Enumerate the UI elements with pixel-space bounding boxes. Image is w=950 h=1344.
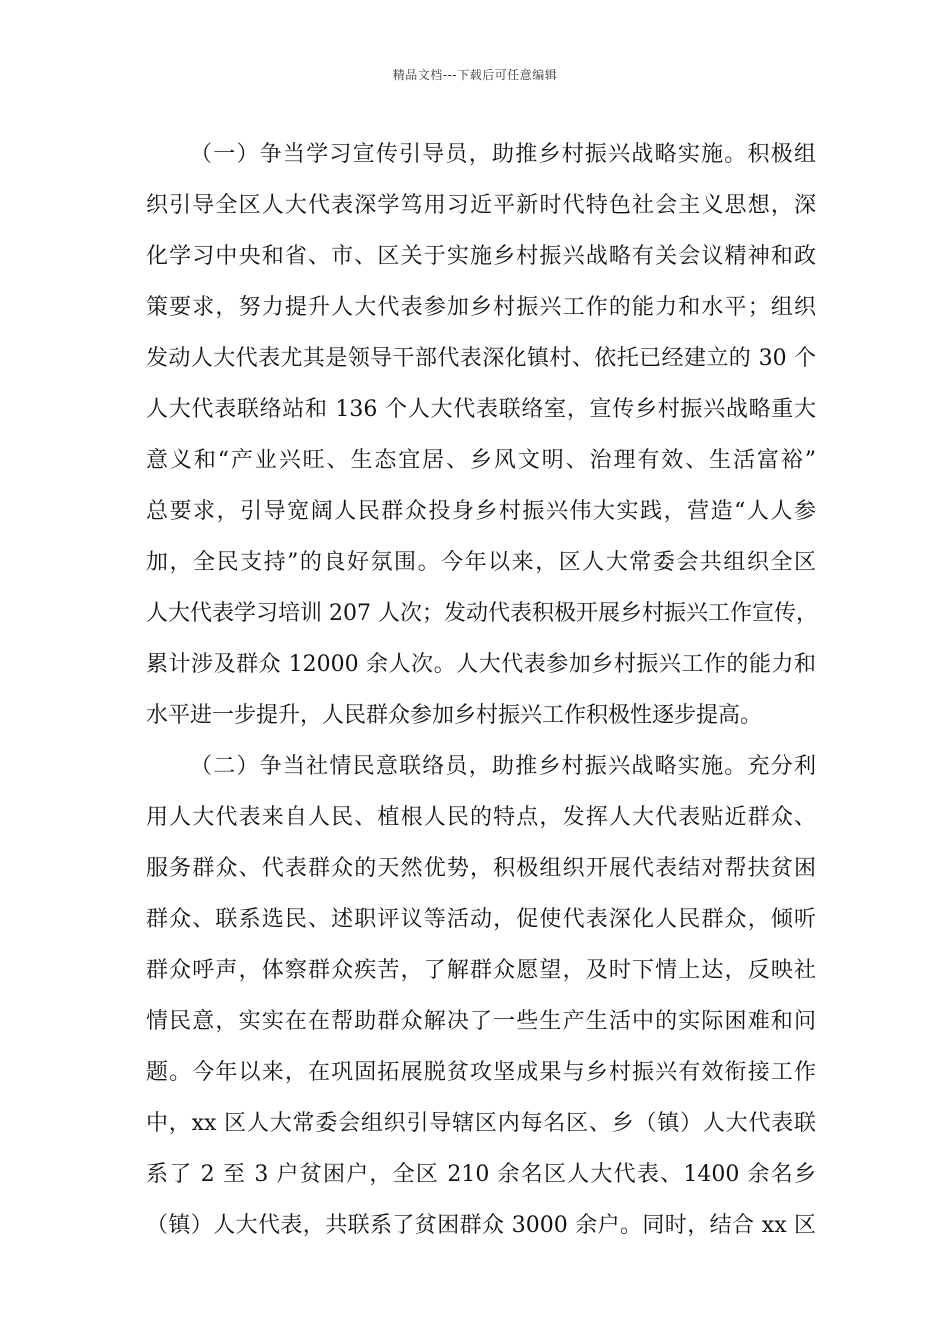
paragraph-2: [146, 741, 816, 1251]
paragraph-line: （一）争当学习宣传引导员，助推乡村振兴战略实施。积极组: [190, 142, 816, 167]
paragraph-line: 情民意，实实在在帮助群众解决了一些生产生活中的实际困难和问: [146, 1009, 816, 1034]
paragraph-line: 策要求，努力提升人大代表参加乡村振兴工作的能力和水平；组织: [146, 295, 816, 320]
paragraph-line: 系了 2 至 3 户贫困户，全区 210 余名区人大代表、1400 余名乡: [146, 1162, 816, 1187]
paragraph-line: 题。今年以来，在巩固拓展脱贫攻坚成果与乡村振兴有效衔接工作: [146, 1060, 816, 1085]
paragraph-line: 人大代表学习培训 207 人次；发动代表积极开展乡村振兴工作宣传，: [146, 601, 818, 626]
paragraph-line: 化学习中央和省、市、区关于实施乡村振兴战略有关会议精神和政: [146, 244, 816, 269]
paragraph-line: 加，全民支持”的良好氛围。今年以来，区人大常委会共组织全区: [146, 550, 816, 575]
paragraph-line: 服务群众、代表群众的天然优势，积极组织开展代表结对帮扶贫困: [146, 856, 816, 881]
paragraph-line: （镇）人大代表，共联系了贫困群众 3000 余户。同时，结合 xx 区: [146, 1213, 816, 1238]
paragraph-line: 累计涉及群众 12000 余人次。人大代表参加乡村振兴工作的能力和: [146, 652, 816, 677]
document-body: [146, 129, 816, 1251]
paragraph-line: 织引导全区人大代表深学笃用习近平新时代特色社会主义思想，深: [146, 193, 816, 218]
paragraph-line: 中，xx 区人大常委会组织引导辖区内每名区、乡（镇）人大代表联: [146, 1111, 816, 1136]
paragraph-1: [146, 129, 816, 741]
paragraph-line: （二）争当社情民意联络员，助推乡村振兴战略实施。充分利: [190, 754, 816, 779]
paragraph-line: 群众呼声，体察群众疾苦，了解群众愿望，及时下情上达，反映社: [146, 958, 816, 983]
paragraph-line: 用人大代表来自人民、植根人民的特点，发挥人大代表贴近群众、: [146, 805, 816, 830]
paragraph-line: 总要求，引导宽阔人民群众投身乡村振兴伟大实践，营造“人人参: [146, 499, 816, 524]
paragraph-line: 人大代表联络站和 136 个人大代表联络室，宣传乡村振兴战略重大: [146, 397, 816, 422]
paragraph-line: 群众、联系选民、述职评议等活动，促使代表深化人民群众，倾听: [146, 907, 816, 932]
paragraph-line: 意义和“产业兴旺、生态宜居、乡风文明、治理有效、生活富裕”: [146, 448, 816, 473]
paragraph-line: 发动人大代表尤其是领导干部代表深化镇村、依托已经建立的 30 个: [146, 346, 816, 371]
page-header: 精品文档---下载后可任意编辑: [392, 68, 558, 82]
paragraph-line: 水平进一步提升，人民群众参加乡村振兴工作积极性逐步提高。: [146, 703, 763, 728]
